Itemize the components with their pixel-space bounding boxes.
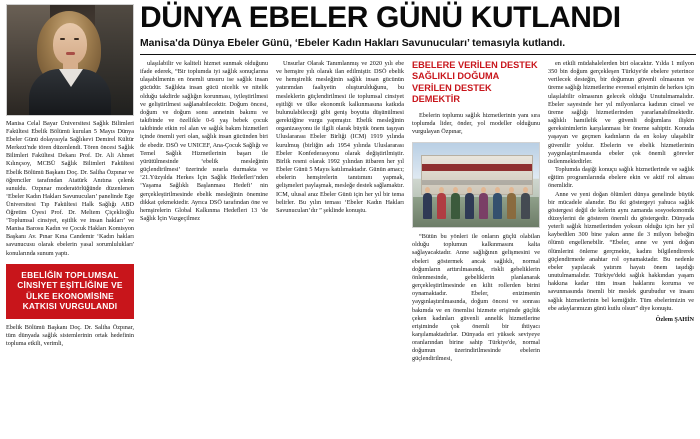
person-shape — [521, 193, 530, 219]
paragraph: Anne ve yeni doğan ölümleri dünya genelinde büyük bir mücadele alanıdır. Bu iki göstergeyi yahuca sağlık göstergesi değil de kelerin aynı zamanda sosyoekonomik düzeylerini de gösteren önemli du göstergedir. Dünyada yeterli sağlık hizmetlerinden yoksun olduğu için her yıl kaybedilen 300 bine yakın anne ile 3 milyon bebeğin ölümü engellenebilir. “Ebeler, anne ve yeni doğan ölümlerini önleme gerçmekte, kadını bilgilendirerek güçlendirmede anahtar rol oynamaktadır. Bu nedenle ebeler yapılacak yatırım hayatı önem taşıdığı unutulmamalıdır. Türkiye'deki sağlık hakkından yaşam hakkına kadar tüm insan haklarını koruma ve savunmasında önemli bir meslek gurubudur ve insanı sağlık hizmetlerinin bel kemiğidir. Tüm ebelerimizin ve ebe adaylarımızın günü kutlu olsun” diye konuştu. — [548, 190, 694, 312]
paragraph: ulaşılabilir ve kaliteli hizmet sunmak olduğunu ifade ederek, “Bir toplumda iyi sağlık sonuçlarına ulaşabilmenin en önemli unsuru ise sağlık insan gücüdür. Sağlıkta insan gücü nicelik ve nitelik olduğu takdirde sağlığın korunması, iyileştirilmesi ve geliştirilmesi sağlanabilecektir. Doğum öncesi, doğum ve doğum sonu anneinin bakımı ve takibinde ve özellikle 0-6 yaş bebek çocuk takibinde etkin rol alan ve sağlık bakım hizmetleri içinde önemli yeri olan, sağlık insan gücünden biri de ebedir. DSÖ ve UNICEF, Ana-Çocuk Sağlığı ve Temel Sağlık Hizmetlerinin başarı ile yürütülmesinde ‘ebelik mesleğinin güçlendirilmesi’ üzerinde ısrarla durmakta ve ‘21.Yüzyılda Herkes İçin Sağlık Hedefleri’nden ‘Yaşama Sağlıklı Başlanması Hedefi’ nin gerçekleştirilmesinde ebelik mesleğinin önemine dikkat çekmektedir. Ayrıca DSÖ tarafından öne ve hemşirelerin Global Kalkınma Hedefleri 13 'de Sağlık İçin Vazgeçilmez — [140, 60, 268, 222]
building-banner — [422, 164, 532, 171]
left-eye-shape — [60, 38, 65, 40]
article-column-1 — [140, 60, 268, 223]
building-window-row — [422, 180, 532, 185]
person-shape — [437, 193, 446, 219]
photo-caption: Manisa Celal Bayar Üniversitesi Sağlık Bilimleri Fakültesi Ebelik Bölümü kurulan 5 Mayıs Dünya Ebeler Günü dolayısıyla Sağlıkevi Demirel Kültür Merkezi'nde tören düzenlendi. Tören öncesi Sağlık Bilimleri Fakültesi Dekanı Prof. Dr. Ali Ahmet Kılınçsoy, MCBÜ Sağlık Bilimleri Fakültesi Ebelik Bölümü Başkanı Doç. Dr. Saliha Özpınar ve öğrenciler tarafından Atatürk Anıtına çelenk sunuldu. Ozpınar moderatörlüğünde düzenlenen ‘Ebeler Kadın Hakları Savunucuları’ panelinde Ege Üniversitesi Tıp Fakültesi Halk Sağlığı ABD Öğretim Üyesi Prof. Dr. Meltem Çiçeklioğlu ‘Toplumsal cinsiyet, eşitlik ve insan hakları’ ve Manisa Barosu Kadın ve Çocuk Hakları Komisyon Başkanı Av. Pınar Kına Candemir ‘Kadın hakları savunucusu olarak ebelerin yasal sorumlulukları' konularında sunum yaptı. — [6, 120, 134, 257]
paragraph: en etkili müdahalelerden biri olacaktır. Yılda 1 milyon 350 bin doğum gerçekleşen Türkiye'de ebelere yeterince verilecek desteğin, bir doğumun güvenli olmasının ve üreme sağlığı hizmetlerine evrensel erişimin de herkes için ulaşılabilir olmasının gelecek olduğu Unutulmamalıdır. Ebeler sayesinde her yıl milyonlarca kadının cinsel ve üreme sağlığı hizmetlerinden yararlanabilmektedir. sağlıklı hamilelik ve güvenli doğumlara ilişkin gereksinimlerin karşılanması bir öneme sahiptir. Konuda yaşayan ve geçmen kadınların da en kolay ulaşabilir güvenilir yoldur. Ebelerin ve ebelik hizmetlerinin yaygınlaştırılmasında ebeler çok önemli görevler üstlenmektedirler. — [548, 60, 694, 165]
person-shape — [465, 193, 474, 219]
sidebar-continued-text: Ebelik Bölümü Başkanı Doç. Dr. Saliha Özpınar, tüm dünyada sağlık sistemlerinin ortak hedefinin topluma etkili, verimli, — [6, 323, 134, 348]
page-subtitle: Manisa'da Dünya Ebeler Günü, ‘Ebeler Kadın Hakları Savunucuları’ temasıyla kutlandı. — [140, 38, 566, 49]
person-shape — [423, 193, 432, 219]
paragraph: Ebelerin toplumu sağlık hizmetlerinin yanı sıra toplumda lider, önder, yol modeller olduğunu vurgulayan Özpınar, — [412, 111, 540, 135]
section-deck: EBELERE VERİLEN DESTEK SAĞLIKLI DOĞUMA VERİLEN DESTEK DEMEKTİR — [412, 60, 538, 105]
paragraph: Unsurlar Olarak Tanımlanmış ve 2020 yılı ebe ve hemşire yılı olarak ilan edilmiştir. DSÖ ebelik ve hemşirelik mesleğinin sağlık insan gücünün yatırımdan faaliyetin oluşturulduğunu, bu mesleklerin güçlendirilmesi ile toplumsal cinsiyet eşitliği ve ülke ekonomik kalkınmasına katkıda bulunulabileceği gibi geniş boyutta düşünülmesi gerektiğine vurgu yapmıştır. Ebelik mesleğinin organizasyonu ile ilgili olarak büyük önem taşıyan Uluslararası Ebeler Birliği (ICM) 1919 yılında kurulmuş (birliğin adı 1954 yılında Uluslararası Ebeler Konfederasyonu olarak değiştirilmiştir. Birlik resmi olarak 1992 yılından itibaren her yıl Ebeler Günü 5 Mayıs katılımaktadır. Günün amacı; ebelerin hemşirelerin tanıtımını yapmak, gelişmeleri paylaşmak, mesleğe destek sağlamaktır. ICM, ulusal araz Ebeler Günü için her yıl bir tema belirler. Bu yılın teması ‘Ebeler Kadın Hakları Savunucuları’dır ” şeklinde konuştu. — [276, 60, 404, 214]
person-shape — [479, 193, 488, 219]
paragraph: “Bütün bu yönleri ile onların güçlü olabilan olduğu toplumun kalkınmasını kalta sağlayacaktadır. Anne sağlığının gelişmesini ve ebeleri göstermek ancak sağlıklı, normal doğumların arttırılmasında, riskli gebeliklerin önlenmesinde, gebeliklerin planlanarak gerçekleştirilmesinde en kilit rollerden birini oynamaktadır. Ebeler, enizimenin yaygınlaştırılmasında, doğum öncesi ve sonrası bakımda ve en önemlisi hizmete erişimde güçlük çeken kadınları güvenli annelik hizmetlerine erişiminde çok önemli bir ihtiyacı karşılamaktadırlar. Dünyada eri yüksek seviyeye oranlarından birine sahip Türkiye'de, normal doğumun üzerindirilmesinde ebelerin güçlendirilmesi, — [412, 233, 540, 363]
person-shape — [493, 193, 502, 219]
article-column-3 — [412, 60, 540, 364]
right-eye-shape — [74, 38, 79, 40]
page-title: DÜNYA EBELER GÜNÜ KUTLANDI — [140, 1, 621, 34]
ceremony-photo — [412, 142, 540, 228]
article-column-2 — [276, 60, 404, 215]
building-shape — [421, 155, 533, 195]
left-sidebar — [6, 4, 134, 435]
portrait-photo — [6, 4, 134, 116]
person-shape — [451, 193, 460, 219]
article-column-4 — [548, 60, 694, 324]
header-divider — [140, 54, 696, 55]
person-shape — [507, 193, 516, 219]
byline: Özlem ŞAHİN — [655, 315, 694, 323]
highlight-box: EBELİĞİN TOPLUMSAL CİNSİYET EŞİTLİĞİNE VE ÜLKE EKONOMİSİNE KATKISI VURGULANDI — [6, 264, 134, 319]
paragraph: Toplumda daşiği konuçu sağlık hizmetlerinde ve sağlık eğitim programlarında ebelere ekin ve aktif rol alması önemlidir. — [548, 166, 694, 190]
lips-shape — [66, 52, 75, 55]
